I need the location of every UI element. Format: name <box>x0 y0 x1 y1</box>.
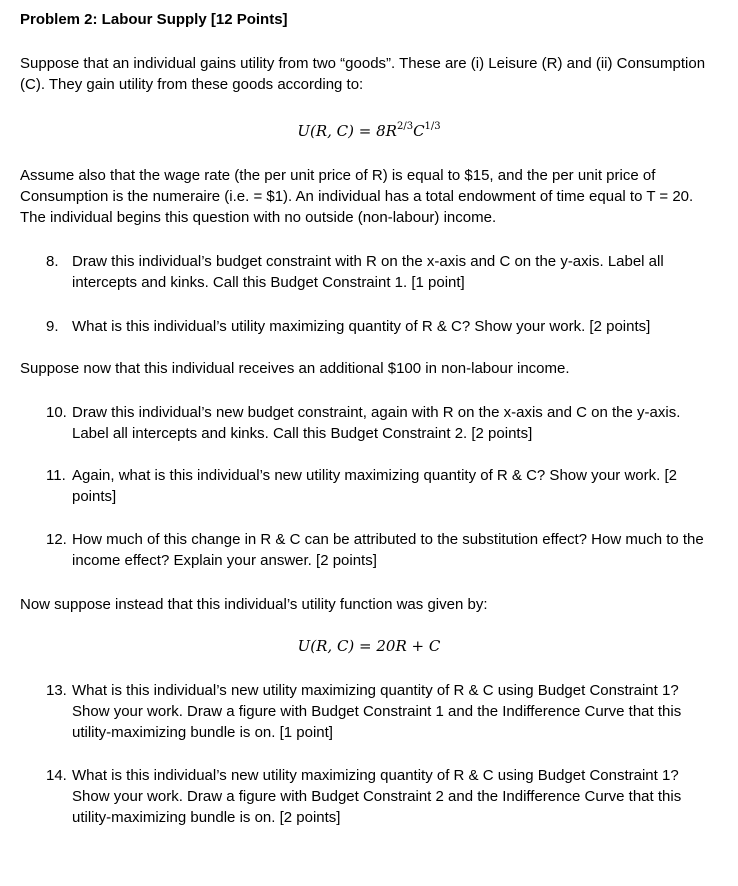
question-item <box>46 765 716 828</box>
question-item <box>46 529 716 571</box>
question-number: 14. <box>46 767 67 784</box>
assumption-paragraph: Assume also that the wage rate (the per unit price of R) is equal to $15, and the per unit price of Consumption is the numeraire (i.e. = $1). An individual has a total endowment of time equal to T = 20. The individual begins this question with no outside (non-labour) income. <box>20 167 694 226</box>
intro-paragraph: Suppose that an individual gains utility from two “goods”. These are (i) Leisure (R) and (ii) Consumption (C). They gain utility from these goods according to: <box>20 55 706 93</box>
problem-title: Problem 2: Labour Supply [12 Points] <box>20 11 288 28</box>
question-number: 8. <box>46 253 59 270</box>
utility-equation-1 <box>0 121 738 144</box>
question-number: 13. <box>46 682 67 699</box>
now-suppose-paragraph: Now suppose instead that this individual’s utility function was given by: <box>20 596 488 613</box>
question-number: 12. <box>46 531 67 548</box>
question-item <box>46 465 716 507</box>
eq1-exp-c: 1/3 <box>424 121 441 132</box>
question-text: Again, what is this individual’s new utility maximizing quantity of R & C? Show your work. [2 points] <box>72 467 677 505</box>
question-text: Draw this individual’s new budget constraint, again with R on the x-axis and C on the y-axis. Label all intercepts and kinks. Call this Budget Constraint 2. [2 points] <box>72 404 681 442</box>
question-item <box>46 402 716 444</box>
eq2-text: U(R, C) = 20R + C <box>297 637 441 655</box>
question-text: What is this individual’s new utility maximizing quantity of R & C using Budget Constraint 1? Show your work. Draw a figure with Budget Constraint 1 and the Indifference Curve that this utility-maximizing bundle is on. [1 point] <box>72 682 682 741</box>
question-number: 11. <box>46 467 66 484</box>
eq1-coef: 8R <box>376 122 397 140</box>
eq1-equals: = <box>354 122 377 140</box>
eq1-lhs: U(R, C) <box>297 122 355 140</box>
question-item <box>46 316 716 337</box>
question-text: How much of this change in R & C can be attributed to the substitution effect? How much to the income effect? Explain your answer. [2 points] <box>72 531 704 569</box>
question-text: What is this individual’s utility maximizing quantity of R & C? Show your work. [2 points] <box>72 318 651 335</box>
question-text: Draw this individual’s budget constraint with R on the x-axis and C on the y-axis. Label all intercepts and kinks. Call this Budget Constraint 1. [1 point] <box>72 253 664 291</box>
question-item <box>46 251 716 293</box>
eq1-c: C <box>413 122 425 140</box>
question-item <box>46 680 716 743</box>
question-number: 10. <box>46 404 67 421</box>
question-number: 9. <box>46 318 59 335</box>
question-text: What is this individual’s new utility maximizing quantity of R & C using Budget Constraint 1? Show your work. Draw a figure with Budget Constraint 2 and the Indifference Curve that this utility-maximizing bundle is on. [2 points] <box>72 767 682 826</box>
suppose-paragraph: Suppose now that this individual receives an additional $100 in non-labour income. <box>20 360 570 377</box>
utility-equation-2 <box>0 636 738 657</box>
eq1-exp-r: 2/3 <box>396 121 414 132</box>
